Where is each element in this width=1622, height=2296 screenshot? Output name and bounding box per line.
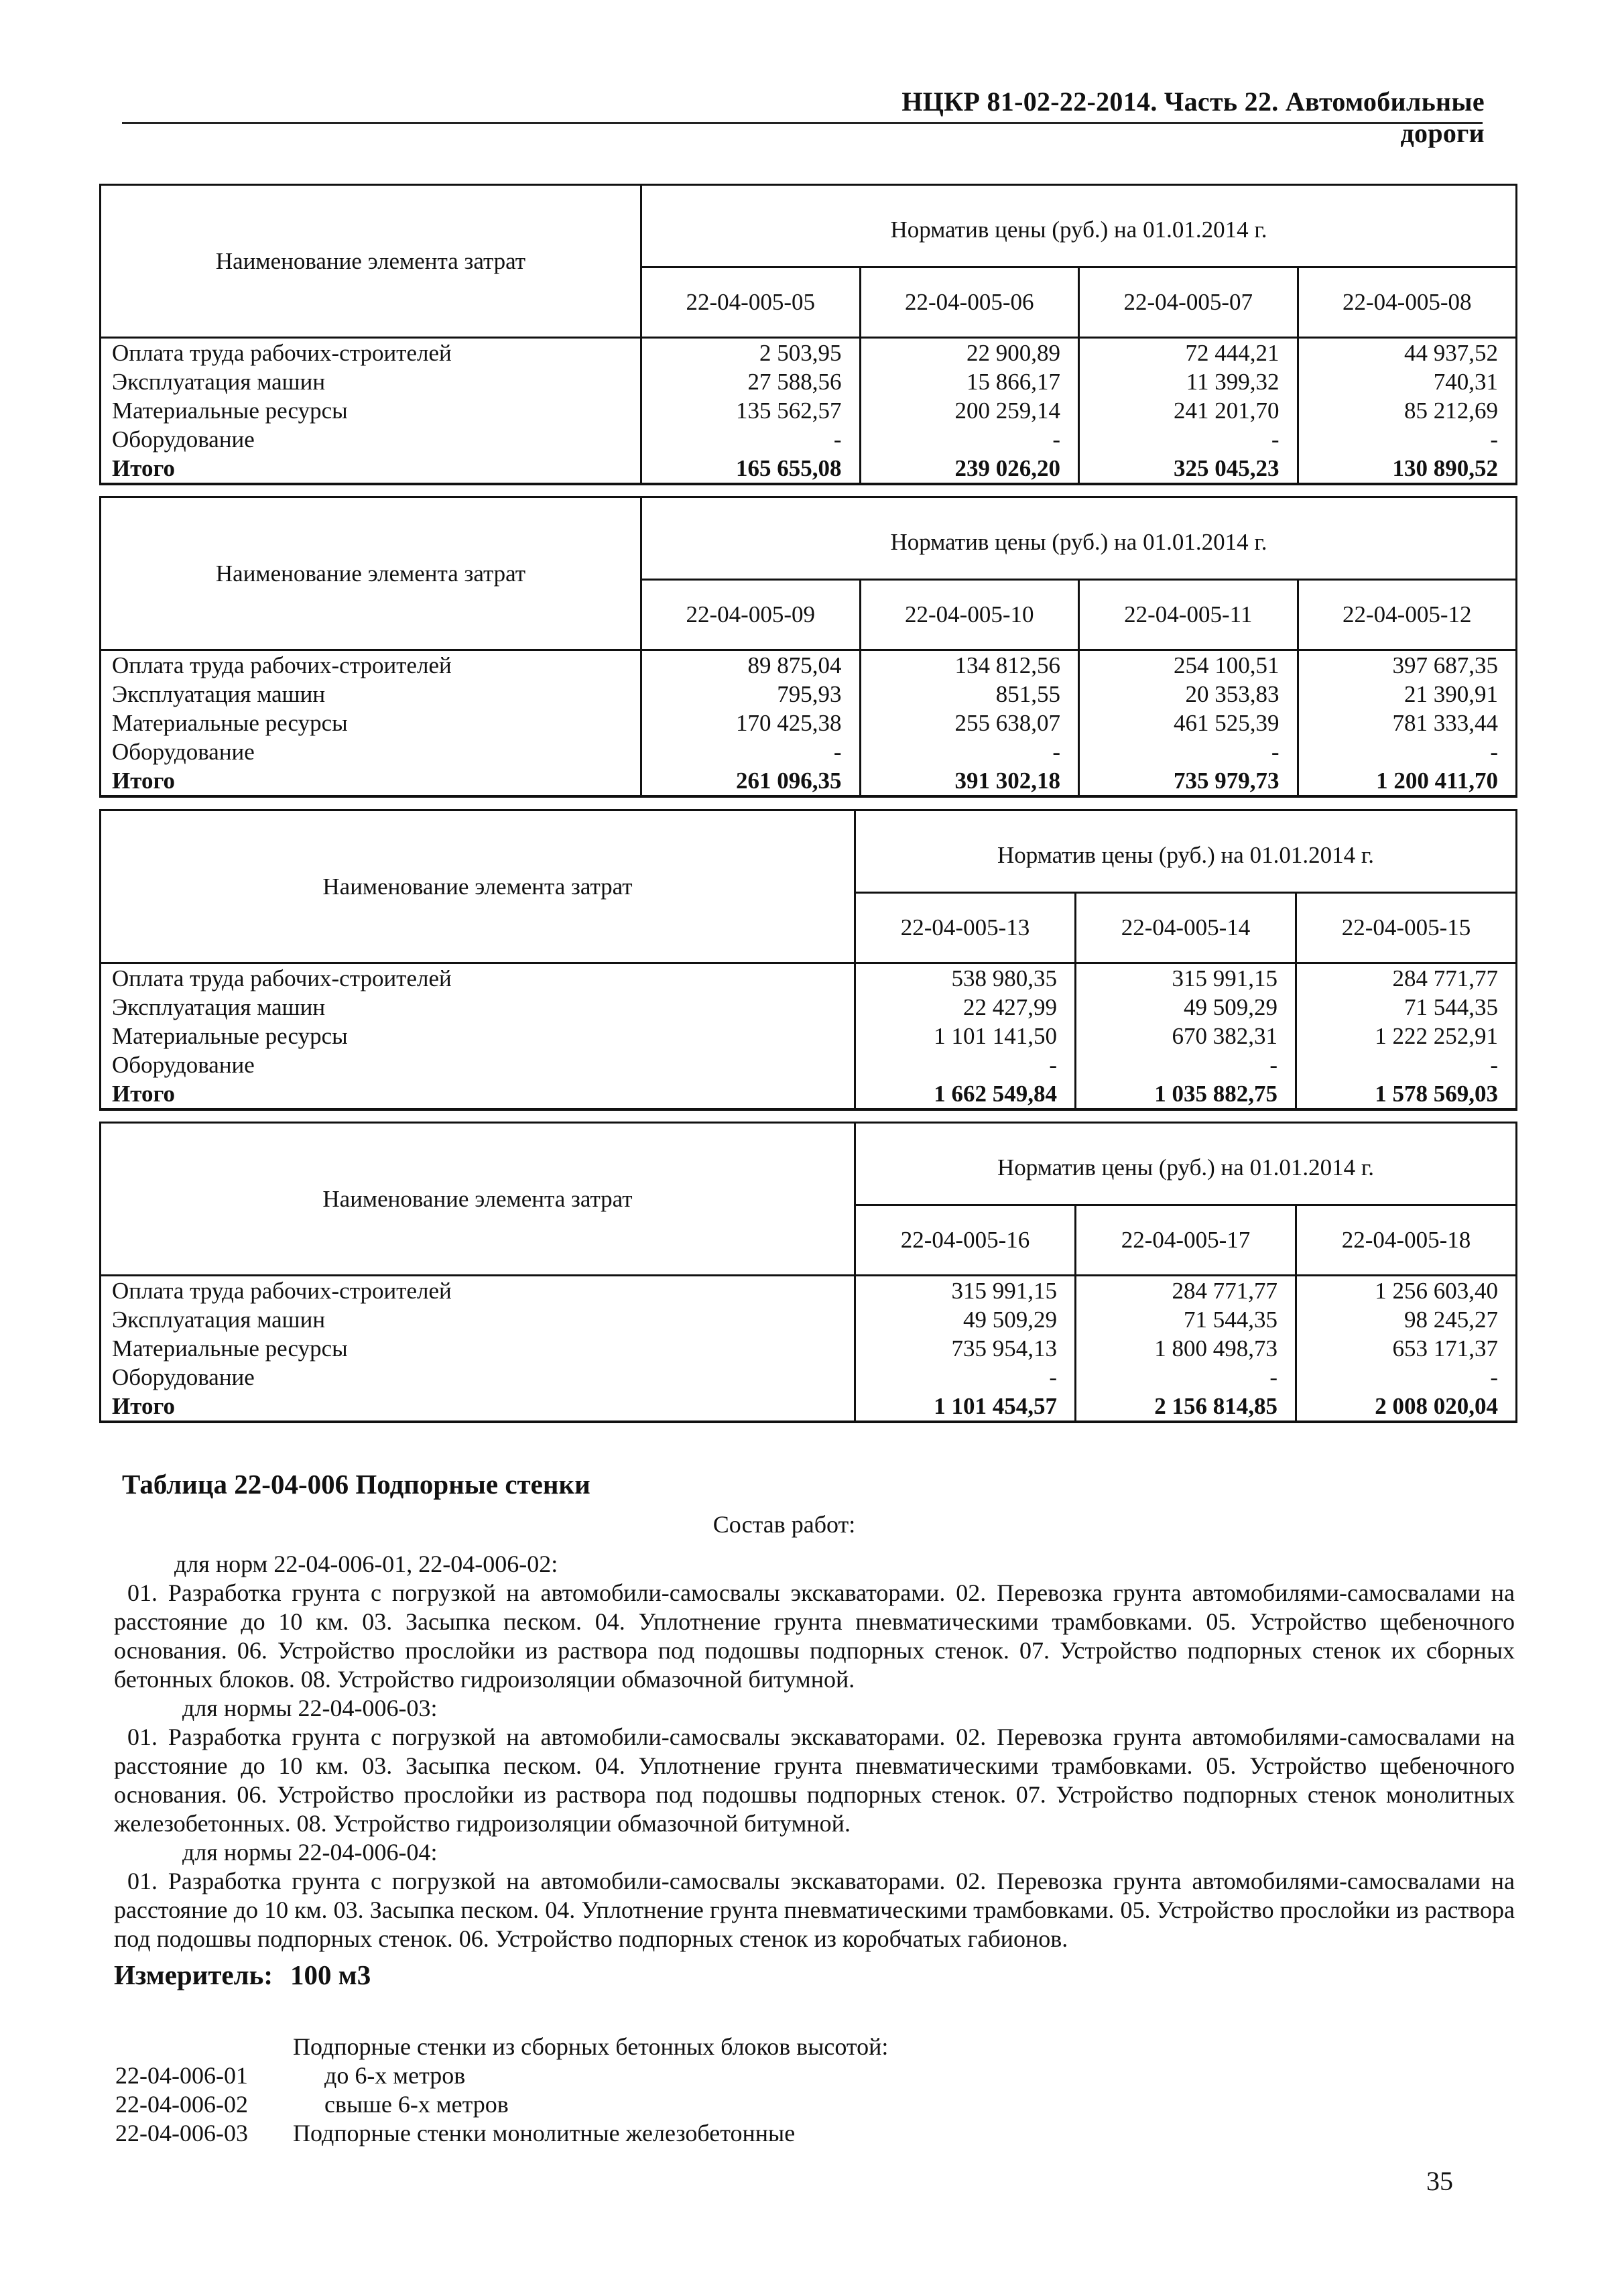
cost-value: 98 245,27 — [1296, 1305, 1517, 1334]
table-row-total — [101, 454, 1517, 484]
cost-value: 1 101 141,50 — [855, 1022, 1076, 1050]
cost-value: 653 171,37 — [1296, 1334, 1517, 1363]
meter-value: 100 м3 — [290, 1959, 371, 1990]
cost-table-3 — [99, 809, 1517, 1111]
cost-value: 170 425,38 — [641, 709, 861, 737]
cost-value: 20 353,83 — [1079, 680, 1298, 709]
cost-value: 49 509,29 — [1076, 993, 1296, 1022]
table-row — [101, 650, 1517, 680]
cost-element-name: Эксплуатация машин — [101, 680, 641, 709]
cost-element-name: Оплата труда рабочих-строителей — [101, 338, 641, 368]
cost-value: 165 655,08 — [641, 454, 861, 484]
norm-code: 22-04-005-16 — [855, 1205, 1076, 1276]
cost-value: 49 509,29 — [855, 1305, 1076, 1334]
cost-value: - — [1079, 425, 1298, 454]
cost-value: 1 222 252,91 — [1296, 1022, 1517, 1050]
table-row — [101, 709, 1517, 737]
cost-value: 735 979,73 — [1079, 766, 1298, 796]
cost-value: 72 444,21 — [1079, 338, 1298, 368]
cost-value: 1 662 549,84 — [855, 1079, 1076, 1109]
cost-value: - — [1076, 1363, 1296, 1392]
table-row — [101, 737, 1517, 766]
norm-code: 22-04-005-09 — [641, 580, 861, 650]
cost-value: 1 256 603,40 — [1296, 1276, 1517, 1306]
cost-value: 795,93 — [641, 680, 861, 709]
norm-code: 22-04-005-05 — [641, 267, 861, 338]
norm-code: 22-04-005-17 — [1076, 1205, 1296, 1276]
norm-header: Норматив цены (руб.) на 01.01.2014 г. — [855, 810, 1517, 893]
cost-value: 315 991,15 — [1076, 963, 1296, 993]
items-heading: Подпорные стенки из сборных бетонных блоков высотой: — [293, 2033, 889, 2060]
cost-value: 2 503,95 — [641, 338, 861, 368]
table-row — [101, 338, 1517, 368]
cost-value: 130 890,52 — [1298, 454, 1517, 484]
cost-table-4 — [99, 1122, 1517, 1423]
norms-label: для норм 22-04-006-01, 22-04-006-02: — [174, 1551, 558, 1577]
cost-value: 89 875,04 — [641, 650, 861, 680]
cost-value: - — [1298, 737, 1517, 766]
cost-element-name: Оборудование — [101, 425, 641, 454]
cost-value: 1 200 411,70 — [1298, 766, 1517, 796]
cost-element-name: Оборудование — [101, 737, 641, 766]
name-column-header: Наименование элемента затрат — [101, 810, 855, 963]
table-row-total — [101, 1079, 1517, 1109]
norm-header: Норматив цены (руб.) на 01.01.2014 г. — [641, 497, 1517, 580]
item-code: 22-04-006-01 — [115, 2062, 248, 2089]
section-title: Таблица 22-04-006 Подпорные стенки — [122, 1469, 590, 1500]
norm-code: 22-04-005-11 — [1079, 580, 1298, 650]
cost-value: 11 399,32 — [1079, 367, 1298, 396]
norm-code: 22-04-005-12 — [1298, 580, 1517, 650]
cost-value: 1 578 569,03 — [1296, 1079, 1517, 1109]
list-item — [115, 2090, 509, 2118]
cost-value: 2 008 020,04 — [1296, 1392, 1517, 1422]
cost-value: 261 096,35 — [641, 766, 861, 796]
cost-value: - — [1296, 1050, 1517, 1079]
cost-value: - — [1298, 425, 1517, 454]
table-row — [101, 1050, 1517, 1079]
cost-element-name: Итого — [101, 766, 641, 796]
cost-element-name: Материальные ресурсы — [101, 1334, 855, 1363]
meter-label: Измеритель: — [114, 1959, 273, 1990]
cost-value: 325 045,23 — [1079, 454, 1298, 484]
cost-value: 670 382,31 — [1076, 1022, 1296, 1050]
cost-value: - — [855, 1363, 1076, 1392]
cost-element-name: Оборудование — [101, 1050, 855, 1079]
cost-element-name: Итого — [101, 454, 641, 484]
cost-value: 538 980,35 — [855, 963, 1076, 993]
cost-element-name: Итого — [101, 1079, 855, 1109]
table-row — [101, 425, 1517, 454]
cost-value: 254 100,51 — [1079, 650, 1298, 680]
norm-code: 22-04-005-15 — [1296, 893, 1517, 963]
cost-element-name: Эксплуатация машин — [101, 1305, 855, 1334]
cost-value: 134 812,56 — [860, 650, 1079, 680]
norms-label: для нормы 22-04-006-03: — [182, 1695, 438, 1721]
table-row — [101, 1363, 1517, 1392]
cost-element-name: Эксплуатация машин — [101, 993, 855, 1022]
cost-value: 241 201,70 — [1079, 396, 1298, 425]
item-description: до 6-х метров — [324, 2062, 466, 2089]
cost-value: - — [855, 1050, 1076, 1079]
norm-code: 22-04-005-08 — [1298, 267, 1517, 338]
cost-element-name: Итого — [101, 1392, 855, 1422]
cost-table-2 — [99, 496, 1517, 798]
cost-value: 461 525,39 — [1079, 709, 1298, 737]
table-row — [101, 1305, 1517, 1334]
list-item — [115, 2119, 795, 2147]
cost-element-name: Оплата труда рабочих-строителей — [101, 650, 641, 680]
cost-value: 200 259,14 — [860, 396, 1079, 425]
cost-element-name: Материальные ресурсы — [101, 709, 641, 737]
name-column-header: Наименование элемента затрат — [101, 185, 641, 338]
cost-value: 135 562,57 — [641, 396, 861, 425]
cost-value: 27 588,56 — [641, 367, 861, 396]
table-row-total — [101, 766, 1517, 796]
table-row — [101, 963, 1517, 993]
item-code: 22-04-006-02 — [115, 2091, 248, 2118]
cost-value: 22 427,99 — [855, 993, 1076, 1022]
item-description: свыше 6-х метров — [324, 2091, 509, 2118]
cost-value: 1 035 882,75 — [1076, 1079, 1296, 1109]
header-rule — [122, 122, 1483, 124]
cost-value: - — [860, 425, 1079, 454]
norm-header: Норматив цены (руб.) на 01.01.2014 г. — [641, 185, 1517, 267]
cost-value: 284 771,77 — [1296, 963, 1517, 993]
norm-code: 22-04-005-07 — [1079, 267, 1298, 338]
works-paragraph: 01. Разработка грунта с погрузкой на автомобили-самосвалы экскаваторами. 02. Перевозка грунта автомобилями-самосвалами на расстояние до 10 км. 03. Засыпка песком. 04. Уплотнение грунта пневматическими трамбовками. 05. Устройство прослойки из раствора под подошвы подпорных стенок. 06. Устройство подпорных стенок из коробчатых габионов. — [114, 1868, 1515, 1952]
cost-value: 71 544,35 — [1076, 1305, 1296, 1334]
cost-value: 391 302,18 — [860, 766, 1079, 796]
page-number: 35 — [1426, 2166, 1453, 2196]
cost-value: - — [1079, 737, 1298, 766]
list-item — [115, 2061, 465, 2090]
cost-value: - — [860, 737, 1079, 766]
cost-value: 71 544,35 — [1296, 993, 1517, 1022]
cost-element-name: Эксплуатация машин — [101, 367, 641, 396]
cost-value: 22 900,89 — [860, 338, 1079, 368]
norm-code: 22-04-005-06 — [860, 267, 1079, 338]
norm-code: 22-04-005-10 — [860, 580, 1079, 650]
cost-value: 397 687,35 — [1298, 650, 1517, 680]
item-code: 22-04-006-03 — [115, 2120, 248, 2147]
cost-table-1 — [99, 184, 1517, 485]
works-composition-label: Состав работ: — [712, 1511, 856, 1538]
cost-value: 1 101 454,57 — [855, 1392, 1076, 1422]
norm-code: 22-04-005-14 — [1076, 893, 1296, 963]
cost-value: - — [641, 737, 861, 766]
table-row — [101, 1276, 1517, 1306]
cost-element-name: Материальные ресурсы — [101, 396, 641, 425]
cost-value: 239 026,20 — [860, 454, 1079, 484]
measurement-unit — [114, 1959, 371, 1991]
cost-value: - — [1296, 1363, 1517, 1392]
cost-value: 44 937,52 — [1298, 338, 1517, 368]
cost-value: - — [641, 425, 861, 454]
cost-value: 1 800 498,73 — [1076, 1334, 1296, 1363]
works-paragraph: 01. Разработка грунта с погрузкой на автомобили-самосвалы экскаваторами. 02. Перевозка грунта автомобилями-самосвалами на расстояние до 10 км. 03. Засыпка песком. 04. Уплотнение грунта пневматическими трамбовками. 05. Устройство щебеночного основания. 06. Устройство прослойки из раствора под подошвы подпорных стенок. 07. Устройство подпорных стенок монолитных железобетонных. 08. Устройство гидроизоляции обмазочной битумной. — [114, 1724, 1515, 1837]
table-row — [101, 993, 1517, 1022]
norm-code: 22-04-005-13 — [855, 893, 1076, 963]
cost-element-name: Материальные ресурсы — [101, 1022, 855, 1050]
norms-label: для нормы 22-04-006-04: — [182, 1839, 438, 1866]
cost-value: 740,31 — [1298, 367, 1517, 396]
table-row — [101, 367, 1517, 396]
cost-value: 15 866,17 — [860, 367, 1079, 396]
cost-value: 255 638,07 — [860, 709, 1079, 737]
cost-value: 781 333,44 — [1298, 709, 1517, 737]
cost-element-name: Оплата труда рабочих-строителей — [101, 963, 855, 993]
table-row — [101, 396, 1517, 425]
cost-value: 85 212,69 — [1298, 396, 1517, 425]
table-row — [101, 680, 1517, 709]
cost-value: 735 954,13 — [855, 1334, 1076, 1363]
norm-code: 22-04-005-18 — [1296, 1205, 1517, 1276]
cost-value: 21 390,91 — [1298, 680, 1517, 709]
table-row — [101, 1334, 1517, 1363]
cost-value: 315 991,15 — [855, 1276, 1076, 1306]
table-row — [101, 1022, 1517, 1050]
cost-value: - — [1076, 1050, 1296, 1079]
item-description: Подпорные стенки монолитные железобетонные — [293, 2120, 796, 2147]
norm-header: Норматив цены (руб.) на 01.01.2014 г. — [855, 1123, 1517, 1205]
cost-value: 284 771,77 — [1076, 1276, 1296, 1306]
name-column-header: Наименование элемента затрат — [101, 497, 641, 650]
cost-value: 2 156 814,85 — [1076, 1392, 1296, 1422]
cost-element-name: Оборудование — [101, 1363, 855, 1392]
works-paragraph: 01. Разработка грунта с погрузкой на автомобили-самосвалы экскаваторами. 02. Перевозка грунта автомобилями-самосвалами на расстояние до 10 км. 03. Засыпка песком. 04. Уплотнение грунта пневматическими трамбовками. 05. Устройство щебеночного основания. 06. Устройство прослойки из раствора под подошвы подпорных стенок. 07. Устройство подпорных стенок их сборных бетонных блоков. 08. Устройство гидроизоляции обмазочной битумной. — [114, 1579, 1515, 1693]
running-header: НЦКР 81-02-22-2014. Часть 22. Автомобильные дороги — [901, 86, 1485, 148]
name-column-header: Наименование элемента затрат — [101, 1123, 855, 1276]
table-row-total — [101, 1392, 1517, 1422]
cost-element-name: Оплата труда рабочих-строителей — [101, 1276, 855, 1306]
cost-value: 851,55 — [860, 680, 1079, 709]
